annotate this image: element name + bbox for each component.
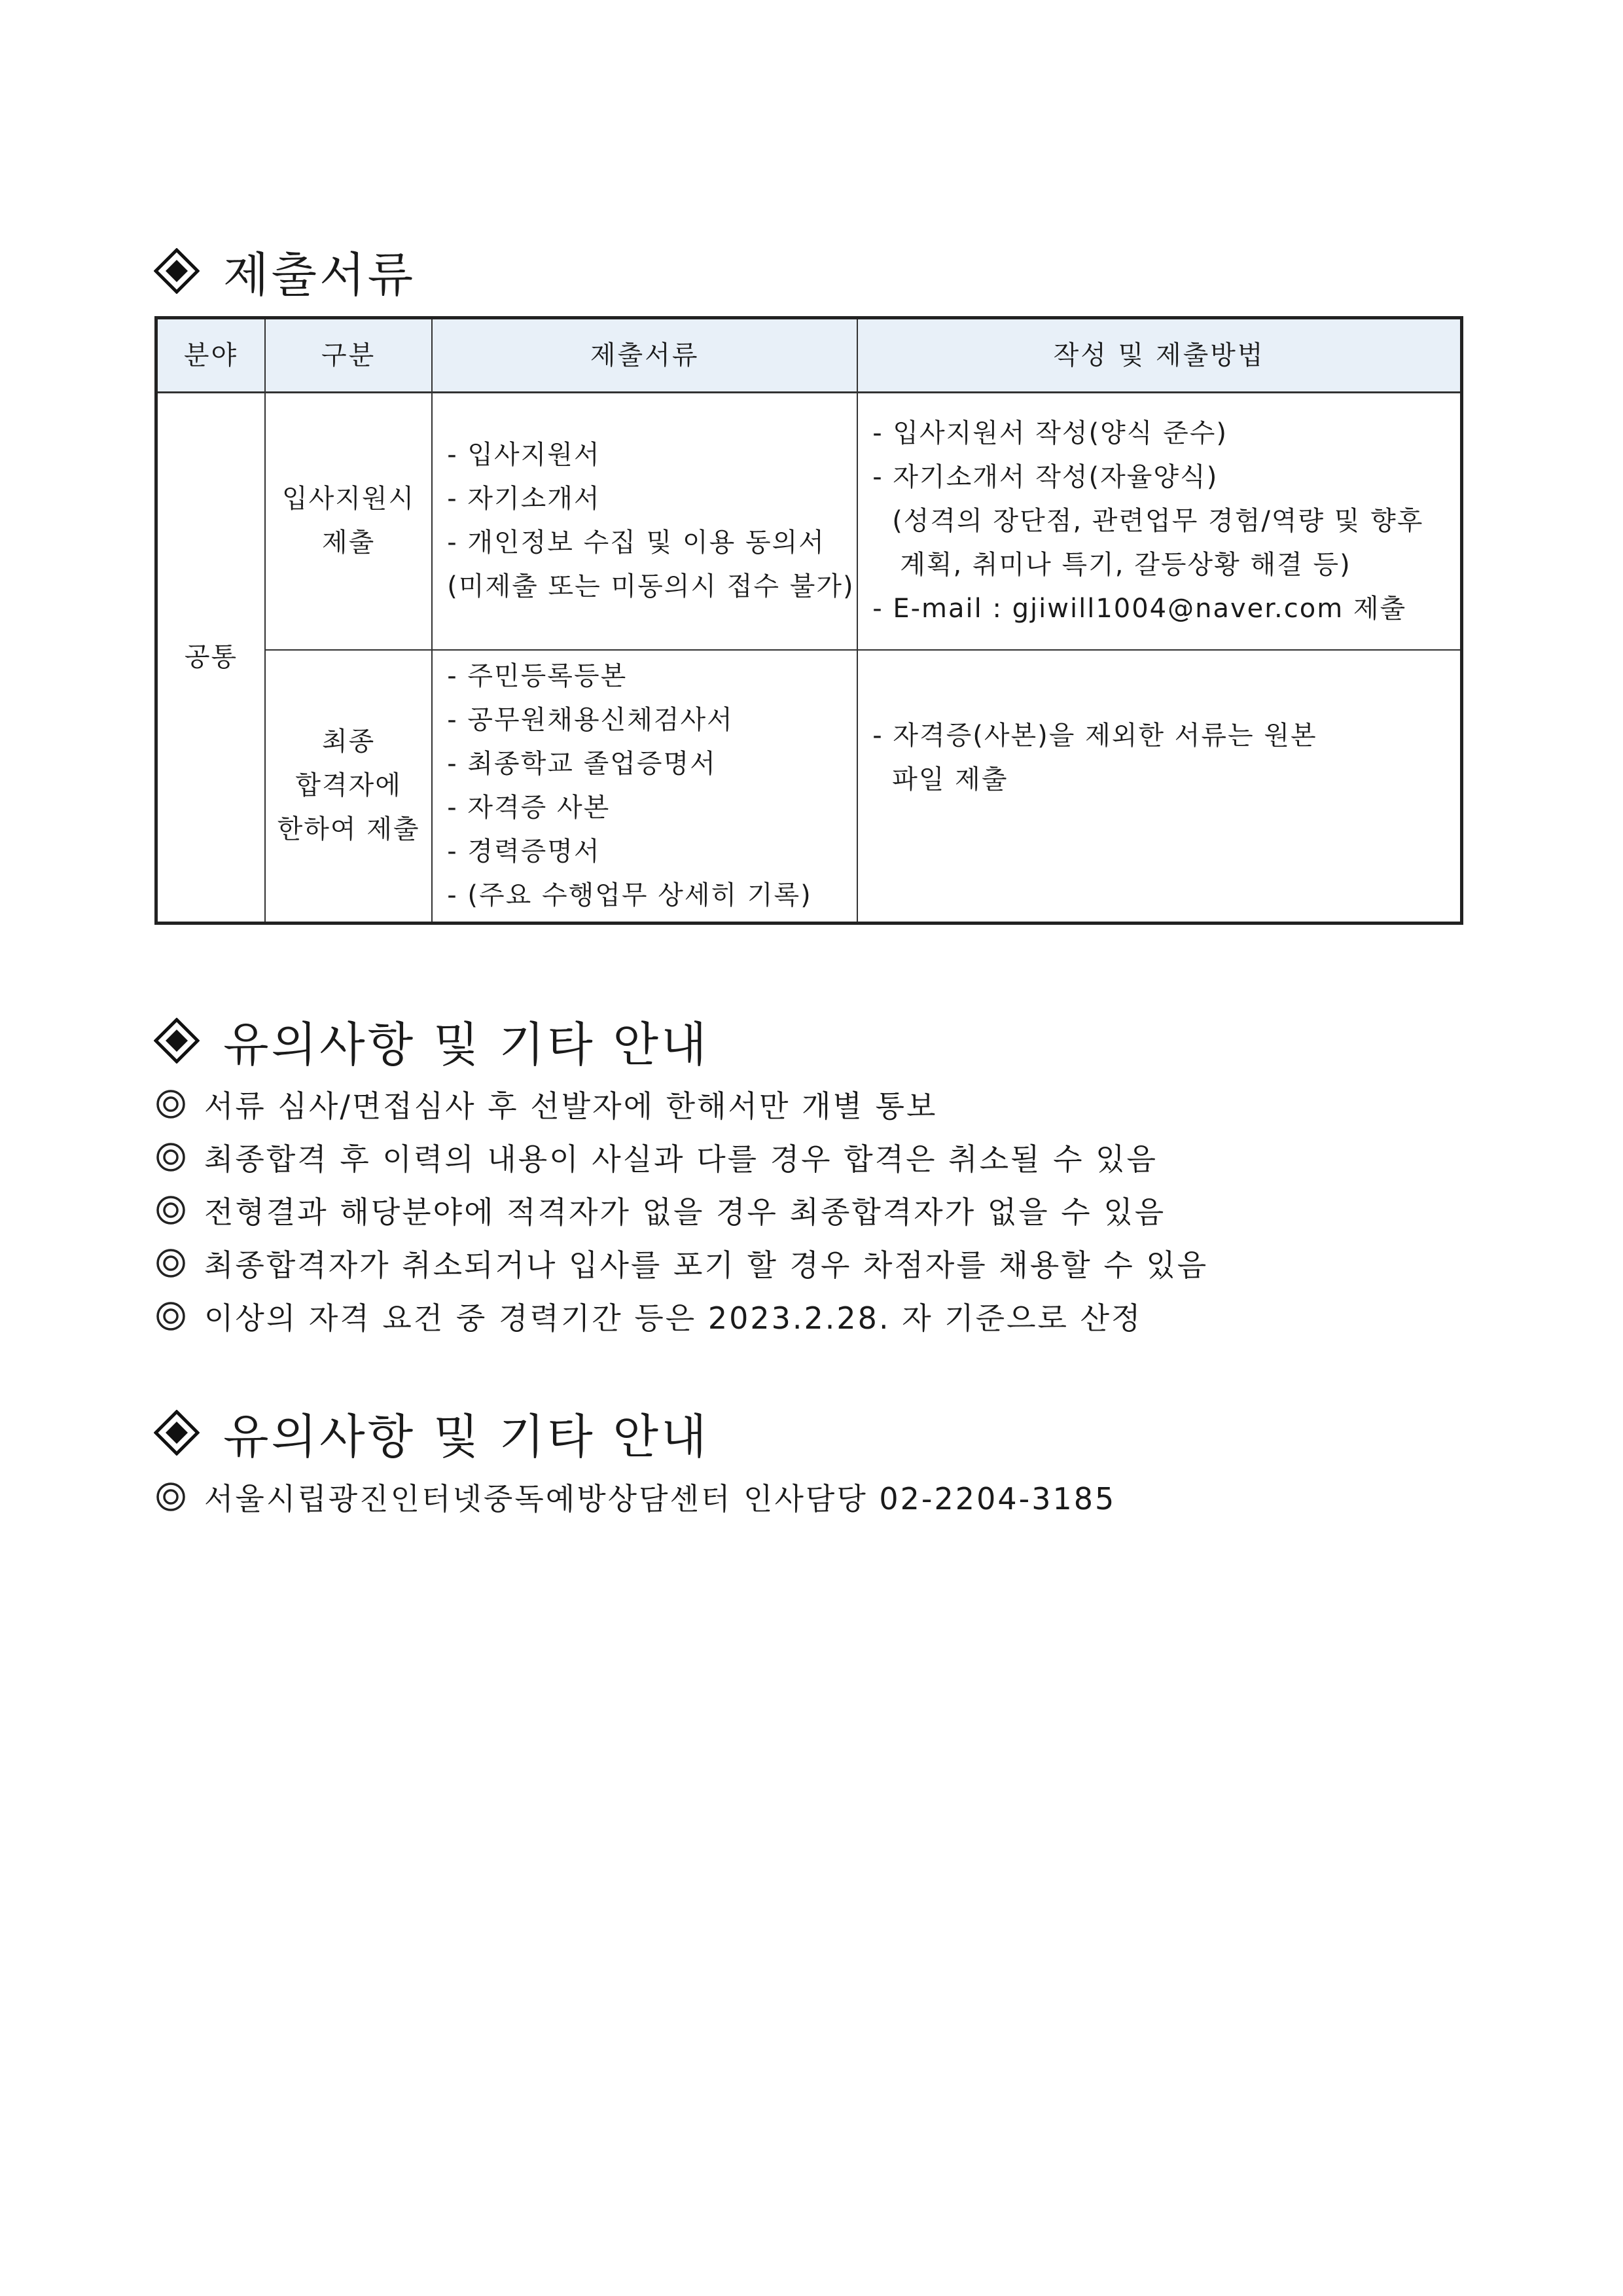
list-item [156, 1236, 1208, 1289]
diamond-icon [154, 248, 200, 294]
list-item: (성격의 장단점, 관련업무 경험/역량 및 향후 [892, 505, 1424, 536]
double-circle-icon [156, 1482, 186, 1512]
list-item [156, 1130, 1208, 1183]
double-circle-icon [156, 1301, 186, 1331]
contact-text: 서울시립광진인터넷중독예방상담센터 인사담당 02-2204-3185 [204, 1480, 1116, 1516]
header-method: 작성 및 제출방법 [857, 318, 1461, 393]
list-item: - 입사지원서 [447, 440, 601, 471]
field-cell: 공통 [156, 393, 265, 924]
notice-text: 최종합격자가 취소되거나 입사를 포기 할 경우 차점자를 채용할 수 있음 [204, 1247, 1209, 1283]
category-line: 합격자에 [295, 770, 402, 801]
list-item: - 자격증(사본)을 제외한 서류는 원본 [872, 720, 1317, 751]
list-item: 파일 제출 [892, 764, 1008, 795]
double-circle-icon [156, 1142, 186, 1172]
list-item: (미제출 또는 미동의시 접수 불가) [447, 571, 855, 602]
list-item: - 자기소개서 [447, 484, 601, 514]
contact-section-title [154, 1399, 709, 1467]
header-documents: 제출서류 [432, 318, 857, 393]
section-heading: 유의사항 및 기타 안내 [223, 1409, 709, 1464]
list-item: - 공무원채용신체검사서 [447, 704, 734, 735]
notice-text: 최종합격 후 이력의 내용이 사실과 다를 경우 합격은 취소될 수 있음 [204, 1141, 1158, 1177]
list-item: - (주요 수행업무 상세히 기록) [447, 880, 812, 910]
notice-section-title [154, 1007, 709, 1075]
section-heading: 제출서류 [223, 247, 416, 302]
list-item [156, 1470, 1116, 1523]
list-item: - 자기소개서 작성(자율양식) [872, 461, 1219, 492]
notice-text: 전형결과 해당분야에 적격자가 없을 경우 최종합격자가 없을 수 있음 [204, 1194, 1166, 1230]
notice-text: 이상의 자격 요건 중 경력기간 등은 2023.2.28. 자 기준으로 산정 [204, 1300, 1143, 1336]
list-item: - 자격증 사본 [447, 792, 611, 823]
list-item: - 입사지원서 작성(양식 준수) [872, 418, 1228, 448]
table-row [156, 393, 1462, 650]
category-line: 최종 [321, 726, 376, 757]
table-header-row [156, 318, 1462, 393]
documents-cell [432, 650, 857, 924]
table-row [156, 650, 1462, 924]
double-circle-icon [156, 1195, 186, 1225]
list-item: - 주민등록등본 [447, 660, 628, 691]
section-heading: 유의사항 및 기타 안내 [223, 1017, 709, 1072]
diamond-icon [154, 1018, 200, 1064]
documents-table [154, 316, 1463, 925]
list-item [156, 1077, 1208, 1130]
documents-section-title [154, 237, 416, 305]
contact-list [156, 1470, 1116, 1523]
list-item: - 최종학교 졸업증명서 [447, 748, 717, 779]
list-item: - E-mail : gjiwill1004@naver.com 제출 [872, 593, 1407, 624]
double-circle-icon [156, 1248, 186, 1278]
notice-text: 서류 심사/면접심사 후 선발자에 한해서만 개별 통보 [204, 1088, 938, 1124]
header-field: 분야 [156, 318, 265, 393]
list-item [156, 1183, 1208, 1236]
diamond-icon [154, 1410, 200, 1456]
documents-cell [432, 393, 857, 650]
list-item: - 개인정보 수집 및 이용 동의서 [447, 528, 825, 558]
double-circle-icon [156, 1089, 186, 1119]
category-cell [265, 393, 432, 650]
list-item [156, 1289, 1208, 1342]
category-line: 제출 [321, 528, 376, 558]
category-line: 입사지원시 [281, 484, 416, 514]
list-item: - 경력증명서 [447, 836, 601, 867]
category-line: 한하여 제출 [277, 814, 420, 845]
list-item: 계획, 취미나 특기, 갈등상황 해결 등) [900, 549, 1351, 580]
method-cell [857, 393, 1461, 650]
category-cell [265, 650, 432, 924]
method-cell [857, 650, 1461, 924]
notice-list [156, 1077, 1208, 1342]
header-category: 구분 [265, 318, 432, 393]
